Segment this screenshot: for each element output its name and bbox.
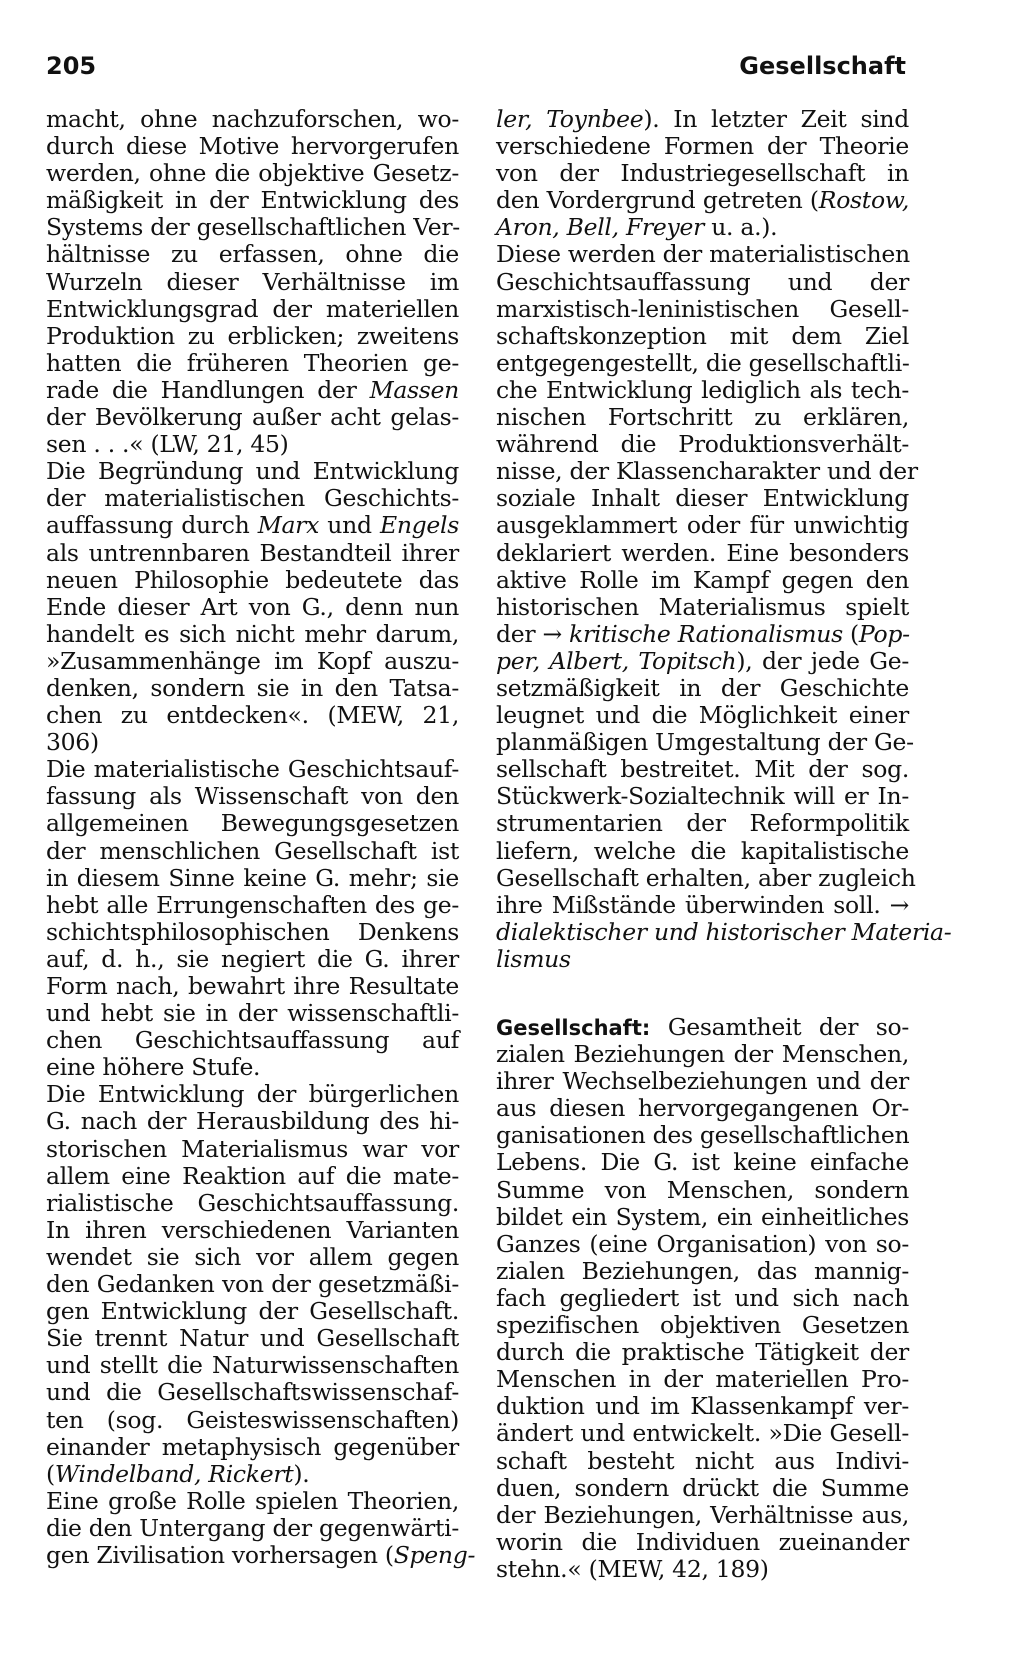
text-line: [496, 863, 916, 892]
text-segment: gen Entwicklung der Gesellschaft.: [46, 1297, 459, 1326]
text-segment: soziale Inhalt dieser Entwicklung: [496, 484, 909, 513]
text-segment: hatten die früheren Theorien ge-: [46, 348, 459, 377]
text-line: [496, 1502, 909, 1529]
text-line: [46, 1461, 459, 1488]
text-line: [46, 485, 459, 512]
text-line: [496, 540, 909, 567]
text-segment: der Beziehungen, Verhältnisse aus,: [496, 1500, 909, 1529]
text-segment: Stückwerk-Sozialtechnik will er In-: [496, 782, 909, 811]
text-line: [46, 431, 459, 458]
page-number: 205: [46, 52, 97, 80]
text-segment: ). In letzter Zeit sind: [643, 105, 909, 133]
text-line: [496, 323, 909, 350]
text-line: [496, 1231, 909, 1258]
text-segment: ganisationen des gesellschaftlichen: [496, 1121, 910, 1150]
text-line: [496, 756, 909, 783]
text-line: [496, 783, 909, 810]
text-line: [46, 783, 459, 810]
text-line: [496, 917, 952, 946]
text-segment: bildet ein System, ein einheitliches: [496, 1202, 909, 1231]
text-line: [496, 621, 909, 648]
running-title: Gesellschaft: [739, 52, 906, 80]
text-line: [496, 892, 909, 919]
text-segment: deklariert werden. Eine besonders: [496, 538, 909, 567]
text-segment: durch die praktische Tätigkeit der: [496, 1338, 909, 1367]
text-segment: chen zu entdecken«. (MEW, 21,: [46, 701, 459, 730]
italic-name: Windelband, Rickert: [54, 1459, 294, 1488]
text-segment: der menschlichen Gesellschaft ist: [46, 836, 459, 865]
text-segment: den Gedanken von der gesetzmäßi-: [46, 1270, 459, 1299]
text-segment: fassung als Wissenschaft von den: [46, 782, 459, 811]
text-segment: ), der jede Ge-: [736, 646, 910, 675]
text-line: [496, 1420, 909, 1447]
text-line: [46, 1434, 459, 1461]
text-segment: stehn.« (MEW, 42, 189): [496, 1554, 769, 1583]
text-line: [496, 810, 909, 837]
text-segment: (: [842, 619, 859, 648]
text-segment: und: [319, 511, 380, 540]
text-segment: Systems der gesellschaftlichen Ver-: [46, 213, 460, 242]
text-line: [496, 1177, 909, 1204]
text-line: [46, 919, 459, 946]
text-segment: aus diesen hervorgegangenen Or-: [496, 1094, 909, 1123]
text-segment: ändert und entwickelt. »Die Gesell-: [496, 1419, 909, 1448]
text-line: [46, 1488, 459, 1515]
text-line: [46, 1000, 459, 1027]
text-line: [496, 350, 909, 377]
text-line: [496, 1556, 909, 1583]
text-segment: werden, ohne die objektive Gesetz-: [46, 159, 459, 188]
text-line: [496, 485, 909, 512]
text-segment: gen Zivilisation vorhersagen (: [46, 1540, 394, 1569]
text-line: [46, 133, 459, 160]
text-line: [46, 1352, 459, 1379]
text-line: [46, 1136, 459, 1163]
text-line: [496, 1041, 909, 1068]
text-segment: rialistische Geschichtsauffassung.: [46, 1188, 459, 1217]
text-segment: einander metaphysisch gegenüber: [46, 1432, 459, 1461]
text-segment: »Zusammenhänge im Kopf auszu-: [46, 646, 459, 675]
text-segment: Geschichtsauffassung und der: [496, 267, 909, 296]
text-line: [496, 1475, 909, 1502]
text-line: [496, 838, 909, 865]
text-segment: Form nach, bewahrt ihre Resultate: [46, 972, 459, 1000]
text-line: [46, 810, 459, 837]
text-segment: Lebens. Die G. ist keine einfache: [496, 1148, 909, 1177]
italic-name: Speng-: [393, 1540, 476, 1569]
text-segment: zialen Beziehungen der Menschen,: [496, 1040, 909, 1069]
text-line: [46, 1108, 459, 1135]
text-line: [46, 1271, 459, 1298]
text-segment: (: [46, 1459, 55, 1488]
text-segment: neuen Philosophie bedeutete das: [46, 565, 459, 594]
text-segment: Menschen in der materiellen Pro-: [496, 1365, 909, 1394]
text-line: [46, 214, 459, 241]
text-segment: auf, d. h., sie negiert die G. ihrer: [46, 944, 459, 973]
text-line: [46, 1190, 459, 1217]
text-segment: rade die Handlungen der: [46, 375, 370, 404]
text-line: [46, 160, 459, 187]
text-segment: als untrennbaren Bestandteil ihrer: [46, 538, 459, 567]
left-text-column: [46, 105, 476, 1569]
text-line: [46, 1081, 459, 1108]
text-line: [46, 973, 459, 1000]
italic-name: kritische Rationalismus: [569, 619, 843, 648]
text-line: [46, 946, 459, 973]
text-segment: ausgeklammert oder für unwichtig: [496, 511, 909, 540]
text-line: [496, 187, 909, 214]
text-segment: Gesellschaft erhalten, aber zugleich: [496, 863, 916, 892]
text-line: [496, 1312, 909, 1339]
text-segment: worin die Individuen zueinander: [496, 1527, 909, 1556]
text-line: [46, 621, 459, 648]
text-segment: planmäßigen Umgestaltung der Ge-: [496, 728, 914, 757]
text-line: [496, 241, 909, 268]
text-segment: allem eine Reaktion auf die mate-: [46, 1161, 459, 1190]
text-segment: denken, sondern sie in den Tatsa-: [46, 673, 459, 702]
text-segment: ten (sog. Geisteswissenschaften): [46, 1405, 459, 1434]
text-line: [46, 838, 459, 865]
text-segment: und die Gesellschaftswissenschaf-: [46, 1378, 459, 1407]
text-segment: ihrer Wechselbeziehungen und der: [496, 1067, 909, 1096]
text-line: [496, 567, 909, 594]
text-segment: 306): [46, 728, 99, 757]
text-line: [496, 377, 909, 404]
italic-name: per, Albert, Topitsch: [496, 646, 737, 675]
text-line: [496, 1339, 909, 1366]
text-segment: entgegengestellt, die gesellschaftli-: [496, 348, 910, 377]
text-segment: schaft besteht nicht aus Indivi-: [496, 1446, 909, 1475]
text-line: [46, 187, 459, 214]
text-segment: durch diese Motive hervorgerufen: [46, 132, 459, 161]
italic-name: dialektischer und historischer Materia-: [496, 917, 952, 946]
text-line: [496, 1529, 909, 1556]
text-segment: Gesamtheit der so-: [650, 1013, 909, 1041]
text-line: [46, 1379, 459, 1406]
text-line: [46, 756, 459, 783]
text-segment: hältnisse zu erfassen, ohne die: [46, 240, 459, 269]
italic-name: Engels: [379, 511, 459, 540]
text-line: [496, 648, 909, 675]
text-line: [46, 594, 459, 621]
text-segment: sen . . .« (LW, 21, 45): [46, 430, 289, 459]
text-line: [496, 269, 909, 296]
text-segment: duen, sondern drückt die Summe: [496, 1473, 909, 1502]
text-line: [496, 1149, 909, 1176]
text-segment: Die Entwicklung der bürgerlichen: [46, 1080, 459, 1109]
text-line: [46, 1217, 459, 1244]
text-segment: macht, ohne nachzuforschen, wo-: [46, 105, 459, 133]
text-line: [496, 106, 909, 133]
text-segment: spezifischen objektiven Gesetzen: [496, 1311, 909, 1340]
text-line: [46, 1325, 459, 1352]
text-segment: während die Produktionsverhält-: [496, 430, 909, 459]
entry-separator: [496, 973, 909, 1014]
text-segment: der Bevölkerung außer acht gelas-: [46, 403, 459, 432]
text-line: [46, 323, 459, 350]
text-segment: Die materialistische Geschichtsauf-: [46, 755, 459, 784]
text-segment: setzmäßigkeit in der Geschichte: [496, 673, 909, 702]
text-line: [496, 431, 909, 458]
text-segment: und hebt sie in der wissenschaftli-: [46, 999, 459, 1028]
italic-name: Pop-: [858, 619, 910, 648]
text-segment: verschiedene Formen der Theorie: [496, 132, 909, 161]
text-line: [46, 892, 459, 919]
text-line: [496, 1014, 909, 1041]
text-line: [496, 214, 909, 241]
text-line: [46, 106, 459, 133]
text-segment: G. nach der Herausbildung des hi-: [46, 1107, 459, 1136]
text-line: [46, 1407, 459, 1434]
text-segment: Ganzes (eine Organisation) von so-: [496, 1229, 909, 1258]
text-segment: der materialistischen Geschichts-: [46, 484, 459, 513]
text-segment: Diese werden der materialistischen: [496, 240, 910, 269]
text-segment: Sie trennt Natur und Gesellschaft: [46, 1324, 459, 1353]
text-line: [496, 160, 909, 187]
text-line: [46, 1298, 459, 1325]
text-line: [496, 728, 914, 757]
right-text-column: [496, 105, 952, 1583]
text-line: [46, 1163, 459, 1190]
text-segment: wendet sie sich vor allem gegen: [46, 1242, 459, 1271]
text-segment: strumentarien der Reformpolitik: [496, 809, 909, 838]
text-line: [496, 1095, 909, 1122]
text-line: [496, 1393, 909, 1420]
text-segment: sellschaft bestreitet. Mit der sog.: [496, 755, 909, 784]
text-line: [496, 1366, 909, 1393]
text-segment: historischen Materialismus spielt: [496, 592, 909, 621]
text-segment: u. a.).: [704, 213, 778, 242]
text-segment: leugnet und die Möglichkeit einer: [496, 701, 909, 730]
text-line: [496, 296, 909, 323]
text-segment: nisse, der Klassencharakter und der: [496, 457, 918, 486]
text-line: [496, 702, 909, 729]
text-line: [46, 1515, 459, 1542]
text-segment: allgemeinen Bewegungsgesetzen: [46, 809, 459, 838]
text-line: [496, 946, 909, 973]
text-segment: schichtsphilosophischen Denkens: [46, 917, 459, 946]
text-segment: duktion und im Klassenkampf ver-: [496, 1392, 909, 1421]
text-line: [496, 1285, 909, 1312]
text-line: [496, 1448, 909, 1475]
entry-headword: Gesellschaft:: [496, 1016, 651, 1040]
text-line: [496, 1204, 909, 1231]
text-segment: von der Industriegesellschaft in: [496, 159, 909, 188]
text-segment: auffassung durch: [46, 511, 258, 540]
text-segment: zialen Beziehungen, das mannig-: [496, 1256, 909, 1285]
text-line: [46, 512, 459, 539]
italic-name: Aron, Bell, Freyer: [496, 213, 705, 242]
text-line: [46, 675, 459, 702]
text-segment: In ihren verschiedenen Varianten: [46, 1215, 459, 1244]
text-line: [496, 512, 909, 539]
text-segment: mäßigkeit in der Entwicklung des: [46, 186, 459, 215]
text-line: [496, 1068, 909, 1095]
text-segment: ).: [293, 1459, 310, 1488]
text-segment: Ende dieser Art von G., denn nun: [46, 592, 459, 621]
text-line: [46, 648, 459, 675]
text-line: [46, 269, 459, 296]
text-line: [46, 241, 459, 268]
text-segment: der →: [496, 619, 570, 648]
text-line: [46, 1054, 459, 1081]
text-line: [46, 350, 459, 377]
text-line: [496, 594, 909, 621]
italic-name: ler, Toynbee: [496, 105, 644, 133]
text-segment: hebt alle Errungenschaften des ge-: [46, 890, 459, 919]
text-segment: che Entwicklung lediglich als tech-: [496, 375, 909, 404]
text-segment: schaftskonzeption mit dem Ziel: [496, 321, 909, 350]
text-segment: den Vordergrund getreten (: [496, 186, 819, 215]
italic-name: Massen: [369, 375, 459, 404]
text-segment: liefern, welche die kapitalistische: [496, 836, 909, 865]
text-line: [46, 540, 459, 567]
text-line: [46, 377, 459, 404]
italic-name: lismus: [496, 944, 571, 973]
text-line: [496, 457, 918, 486]
text-segment: Summe von Menschen, sondern: [496, 1175, 909, 1204]
text-segment: handelt es sich nicht mehr darum,: [46, 619, 459, 648]
text-line: [496, 1122, 909, 1149]
text-line: [496, 1258, 909, 1285]
text-line: [46, 296, 459, 323]
text-segment: Wurzeln dieser Verhältnisse im: [46, 267, 459, 296]
text-line: [496, 675, 909, 702]
text-segment: die den Untergang der gegenwärti-: [46, 1513, 459, 1542]
italic-name: Marx: [257, 511, 320, 540]
text-segment: eine höhere Stufe.: [46, 1053, 261, 1082]
text-line: [46, 702, 459, 729]
text-segment: Produktion zu erblicken; zweitens: [46, 321, 459, 350]
text-segment: Entwicklungsgrad der materiellen: [46, 294, 459, 323]
text-segment: aktive Rolle im Kampf gegen den: [496, 565, 909, 594]
text-line: [46, 865, 459, 892]
text-segment: in diesem Sinne keine G. mehr; sie: [46, 863, 459, 892]
text-line: [46, 458, 459, 485]
text-segment: storischen Materialismus war vor: [46, 1134, 459, 1163]
text-segment: Eine große Rolle spielen Theorien,: [46, 1486, 459, 1515]
text-segment: Die Begründung und Entwicklung: [46, 457, 459, 486]
text-segment: fach gegliedert ist und sich nach: [496, 1283, 909, 1312]
text-line: [496, 133, 909, 160]
text-line: [46, 1027, 459, 1054]
text-line: [46, 404, 459, 431]
text-segment: ihre Mißstände überwinden soll. →: [496, 890, 909, 919]
italic-name: Rostow,: [818, 186, 909, 215]
text-line: [46, 1540, 476, 1569]
text-line: [46, 567, 459, 594]
text-segment: chen Geschichtsauffassung auf: [46, 1026, 459, 1055]
text-line: [496, 404, 909, 431]
text-segment: nischen Fortschritt zu erklären,: [496, 403, 909, 432]
text-segment: marxistisch-leninistischen Gesell-: [496, 294, 909, 323]
text-line: [46, 1244, 459, 1271]
text-segment: und stellt die Naturwissenschaften: [46, 1351, 459, 1380]
text-line: [46, 729, 459, 756]
